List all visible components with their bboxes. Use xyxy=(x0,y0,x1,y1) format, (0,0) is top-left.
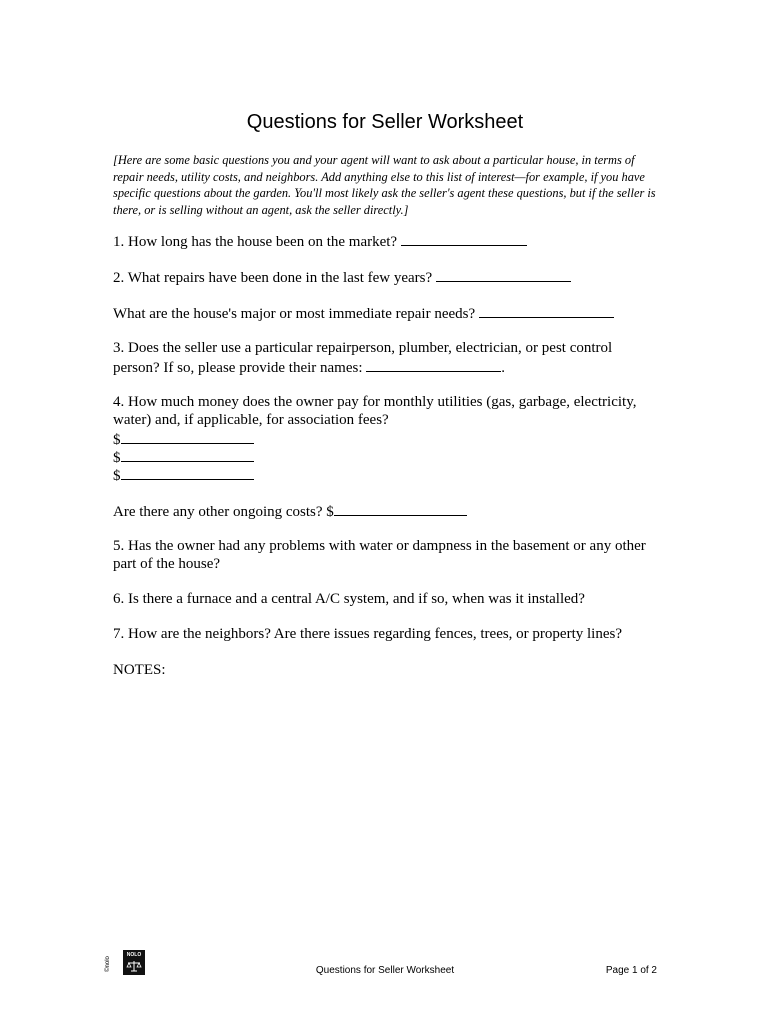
copyright-mark: ©nolo xyxy=(104,956,111,972)
question-2b xyxy=(113,303,673,323)
question-2b-blank[interactable] xyxy=(479,303,614,318)
question-1-text: 1. How long has the house been on the market? xyxy=(113,234,401,250)
nolo-logo-text: NOLO xyxy=(126,952,142,958)
question-3-line-2: person? If so, please provide their names: xyxy=(113,360,367,376)
question-6-text: 6. Is there a furnace and a central A/C system, and if so, when was it installed? xyxy=(113,591,585,607)
page-title: Questions for Seller Worksheet xyxy=(246,111,524,133)
question-3 xyxy=(113,339,673,377)
question-5-line-1: 5. Has the owner had any problems with water or dampness in the basement or any other xyxy=(113,538,646,554)
question-4b xyxy=(113,501,673,521)
utility-cost-line-3 xyxy=(113,465,254,485)
notes-label-text: NOTES: xyxy=(113,662,166,678)
question-4b-blank[interactable] xyxy=(334,501,467,516)
question-3-period: . xyxy=(501,360,505,376)
question-2b-text: What are the house's major or most immediate repair needs? xyxy=(113,306,479,322)
question-2-blank[interactable] xyxy=(436,267,571,282)
question-7-text: 7. How are the neighbors? Are there issues regarding fences, trees, or property lines? xyxy=(113,626,622,642)
utility-cost-blank-2[interactable] xyxy=(121,447,254,462)
question-1 xyxy=(113,231,673,251)
question-2 xyxy=(113,267,673,287)
question-4-line-2: water) and, if applicable, for association fees? xyxy=(113,412,389,428)
utility-cost-line-1 xyxy=(113,429,254,449)
question-4b-text: Are there any other ongoing costs? $ xyxy=(113,504,334,520)
question-4-line-1: 4. How much money does the owner pay for monthly utilities (gas, garbage, electricity, xyxy=(113,394,637,410)
dollar-sign: $ xyxy=(113,468,121,484)
utility-cost-blank-3[interactable] xyxy=(121,465,254,480)
footer-title: Questions for Seller Worksheet xyxy=(315,965,455,976)
question-3-blank[interactable] xyxy=(366,357,501,372)
question-2-text: 2. What repairs have been done in the last few years? xyxy=(113,270,436,286)
page-number: Page 1 of 2 xyxy=(605,965,657,976)
question-4 xyxy=(113,393,673,429)
utility-cost-line-2 xyxy=(113,447,254,467)
question-5 xyxy=(113,537,673,573)
question-1-blank[interactable] xyxy=(401,231,527,246)
question-6 xyxy=(113,590,673,608)
question-5-line-2: part of the house? xyxy=(113,556,221,572)
notes-label xyxy=(113,661,673,679)
question-7 xyxy=(113,625,673,643)
intro-paragraph: [Here are some basic questions you and your agent will want to ask about a particular house, in terms of repair needs, utility costs, and neighbors. Add anything else to this list of interest—for example, if you have specific questions about the garden. You'll most likely ask the seller's agent these questions, but if the seller is there, or is selling without an agent, ask the seller directly.] xyxy=(113,153,656,217)
question-3-line-1: 3. Does the seller use a particular repairperson, plumber, electrician, or pest control xyxy=(113,340,613,356)
utility-cost-blank-1[interactable] xyxy=(121,429,254,444)
dollar-sign: $ xyxy=(113,450,121,466)
dollar-sign: $ xyxy=(113,432,121,448)
